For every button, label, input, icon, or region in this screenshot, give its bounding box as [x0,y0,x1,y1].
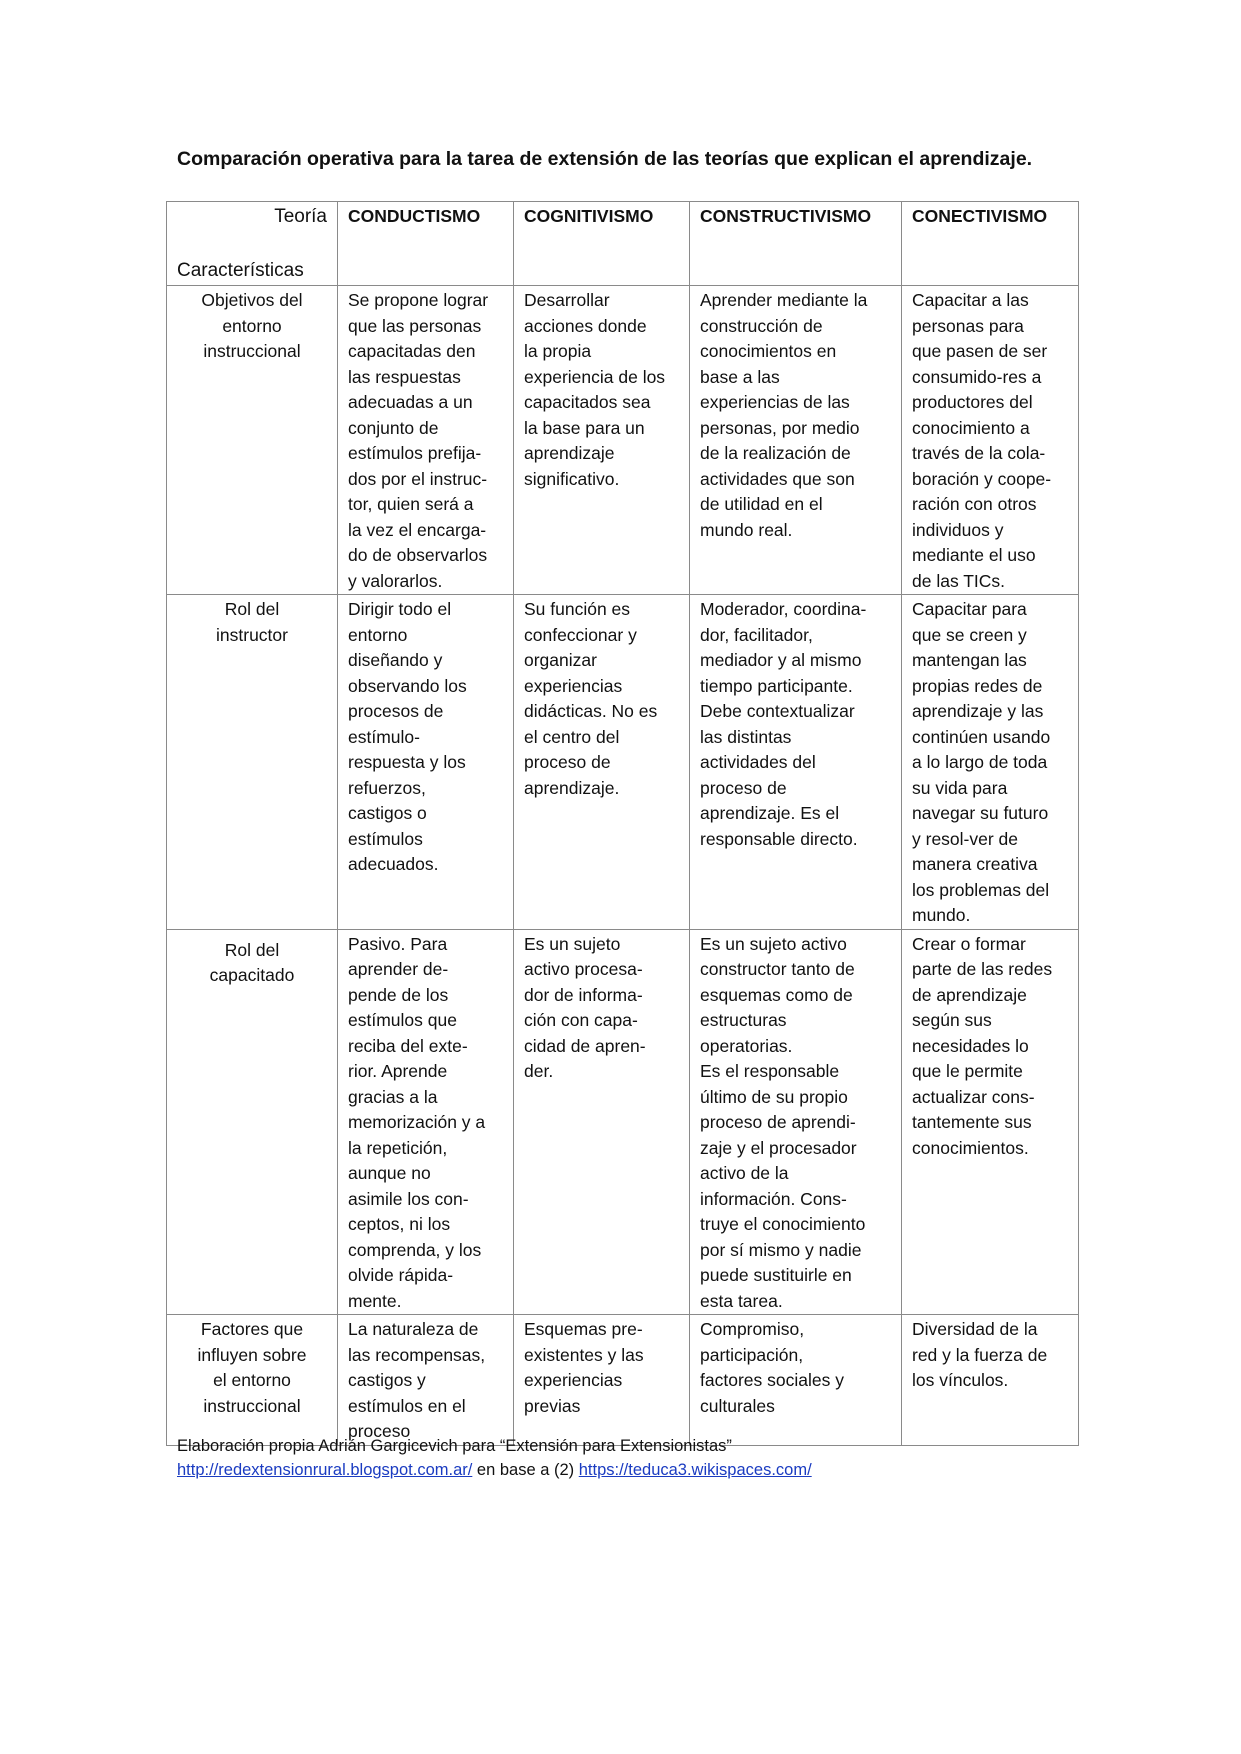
footer-middle-text: en base a (2) [472,1461,579,1479]
row-header-rol-capacitado: Rol del capacitado [167,929,338,1315]
table-cell: Diversidad de la red y la fuerza de los vínculos. [902,1315,1079,1446]
table-cell: Desarrollar acciones donde la propia experiencia de los capacitados sea la base para un aprendizaje significativo. [514,286,690,595]
table-cell: Es un sujeto activo procesa- dor de informa- ción con capa- cidad de apren- der. [514,929,690,1315]
table-cell: Se propone lograr que las personas capacitadas den las respuestas adecuadas a un conjunto de estímulos prefija- dos por el instruc- tor, quien será a la vez el encarga- do de observarlos y valorarlos. [338,286,514,595]
table-cell: Esquemas pre- existentes y las experiencias previas [514,1315,690,1446]
table-row-rol-instructor [167,595,1079,930]
table-cell: Pasivo. Para aprender de- pende de los estímulos que reciba del exte- rior. Aprende gracias a la memorización y a la repetición, aunque no asimile los con- ceptos, ni los comprenda, y los olvide rápida- mente. [338,929,514,1315]
column-header-conductismo: CONDUCTISMO [338,202,514,286]
table-row-rol-capacitado [167,929,1079,1315]
table-row-objetivos [167,286,1079,595]
row-header-rol-instructor: Rol del instructor [167,595,338,930]
row-header-objetivos: Objetivos del entorno instruccional [167,286,338,595]
table-cell: Aprender mediante la construcción de conocimientos en base a las experiencias de las personas, por medio de la realización de actividades que son de utilidad en el mundo real. [690,286,902,595]
column-header-cognitivismo: COGNITIVISMO [514,202,690,286]
link-teduca3[interactable]: https://teduca3.wikispaces.com/ [578,1461,812,1479]
column-header-conectivismo: CONECTIVISMO [902,202,1079,286]
comparison-table [166,201,1079,1446]
document-title: Comparación operativa para la tarea de extensión de las teorías que explican el aprendizaje. [177,148,1033,170]
table-cell: Compromiso, participación, factores sociales y culturales [690,1315,902,1446]
column-header-constructivismo: CONSTRUCTIVISMO [690,202,902,286]
table-cell: Capacitar a las personas para que pasen de ser consumido-res a productores del conocimiento a través de la cola- boración y coope- ración con otros individuos y mediante el uso de las TICs. [902,286,1079,595]
table-cell: Capacitar para que se creen y mantengan las propias redes de aprendizaje y las continúen usando a lo largo de toda su vida para navegar su futuro y resol-ver de manera creativa los problemas del mundo. [902,595,1079,930]
corner-label-characteristics: Características [177,259,304,281]
table-cell: Moderador, coordina- dor, facilitador, mediador y al mismo tiempo participante. Debe contextualizar las distintas actividades del proceso de aprendizaje. Es el responsable directo. [690,595,902,930]
footer-links-line [177,1458,812,1482]
table-cell: Es un sujeto activo constructor tanto de esquemas como de estructuras operatorias. Es el responsable último de su propio proceso de aprendi- zaje y el procesador activo de la información. Cons- truye el conocimiento por sí mismo y nadie puede sustituirle en esta tarea. [690,929,902,1315]
table-cell: La naturaleza de las recompensas, castigos y estímulos en el proceso [338,1315,514,1446]
link-redextensionrural[interactable]: http://redextensionrural.blogspot.com.ar/ [177,1461,473,1479]
source-footer [177,1434,812,1482]
footer-credit: Elaboración propia Adrián Gargicevich para “Extensión para Extensionistas” [177,1437,732,1455]
row-header-factores: Factores que influyen sobre el entorno instruccional [167,1315,338,1446]
table-row-factores [167,1315,1079,1446]
table-cell: Su función es confeccionar y organizar experiencias didácticas. No es el centro del proceso de aprendizaje. [514,595,690,930]
corner-label-theory: Teoría [274,206,327,227]
header-row [167,202,1079,286]
table-cell: Dirigir todo el entorno diseñando y observando los procesos de estímulo- respuesta y los refuerzos, castigos o estímulos adecuados. [338,595,514,930]
table-cell: Crear o formar parte de las redes de aprendizaje según sus necesidades lo que le permite actualizar cons- tantemente sus conocimientos. [902,929,1079,1315]
corner-cell [167,202,338,286]
